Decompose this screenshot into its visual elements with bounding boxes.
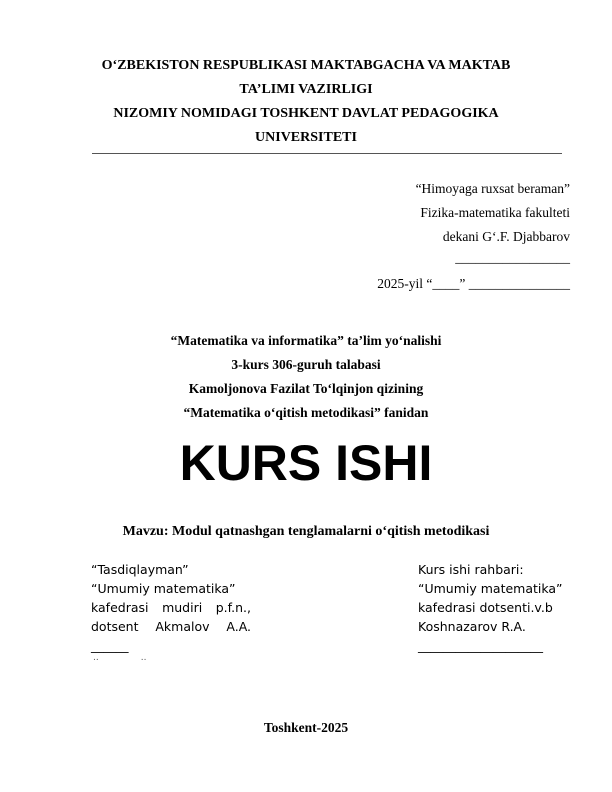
head-name-line: [91, 617, 251, 636]
head-word-2: mudiri: [162, 600, 203, 615]
supervisor-signature-line: ____________________: [418, 638, 543, 653]
approval-line-1: “Himoyaga ruxsat beraman”: [415, 181, 570, 196]
date-dots-2: ..: [140, 653, 147, 663]
head-word-3: p.f.n.,: [215, 600, 251, 615]
supervisor-block: [418, 560, 568, 655]
head-signature-line: ______: [91, 638, 129, 653]
document-title: KURS ISHI: [179, 435, 433, 491]
ministry-line-1: O‘ZBEKISTON RESPUBLIKASI MAKTABGACHA VA MAKTAB: [101, 58, 511, 73]
approval-dean: dekani G‘.F. Djabbarov: [442, 229, 570, 244]
head-rank: dotsent: [91, 619, 139, 634]
supervisor-name: Koshnazarov R.A.: [418, 619, 526, 634]
head-word-1: kafedrasi: [91, 600, 149, 615]
head-title-line: [91, 598, 251, 617]
approval-heading: “Tasdiqlayman”: [91, 562, 189, 577]
student-course-group: 3-kurs 306-guruh talabasi: [231, 357, 381, 372]
head-initials: A.A.: [226, 619, 251, 634]
head-approval-block: [91, 560, 251, 668]
supervisor-department: “Umumiy matematika”: [418, 581, 563, 596]
approval-date: 2025-yil “____” _______________: [377, 276, 570, 291]
ministry-line-2: TA’LIMI VAZIRLIGI: [239, 82, 373, 97]
student-subject: “Matematika o‘qitish metodikasi” fanidan: [183, 405, 429, 420]
approval-faculty: Fizika-matematika fakulteti: [420, 205, 570, 220]
student-name: Kamoljonova Fazilat To‘lqinjon qizining: [188, 381, 424, 396]
university-line-2: UNIVERSITETI: [255, 130, 357, 145]
university-line-1: NIZOMIY NOMIDAGI TOSHKENT DAVLAT PEDAGOGIKA: [113, 106, 499, 121]
topic-line: Mavzu: Modul qatnashgan tenglamalarni o‘qitish metodikasi: [122, 524, 490, 539]
approval-signature-line: _________________: [455, 250, 570, 265]
city-year: Toshkent-2025: [263, 720, 349, 735]
supervisor-position: kafedrasi dotsenti.v.b: [418, 600, 553, 615]
student-program: “Matematika va informatika” ta’lim yo‘nalishi: [170, 333, 442, 348]
supervisor-heading: Kurs ishi rahbari:: [418, 562, 524, 577]
department-name: “Umumiy matematika”: [91, 581, 236, 596]
header-divider: [92, 153, 562, 154]
head-surname: Akmalov: [155, 619, 210, 634]
date-dots-1: ..: [93, 653, 99, 663]
